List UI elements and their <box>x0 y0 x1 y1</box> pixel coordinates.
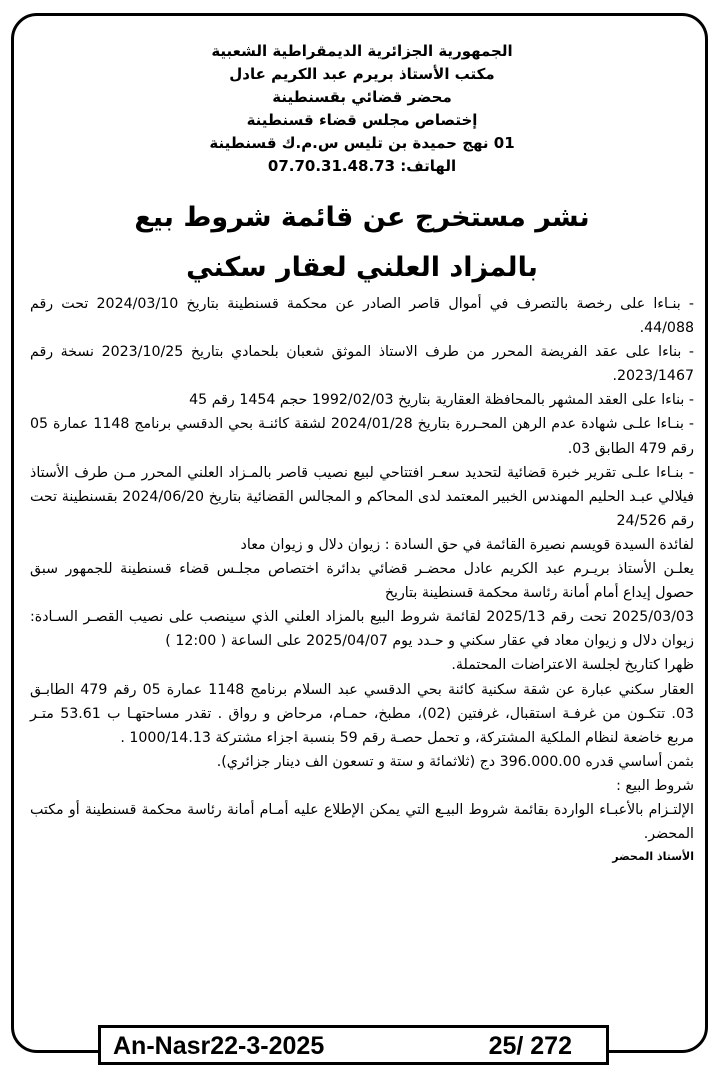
announcement <box>30 40 694 863</box>
phone-number: 07.70.31.48.73 <box>267 157 396 175</box>
paragraph-sale-conditions: الإلتـزام بالأعبـاء الواردة بقائمة شروط البيـع التي يمكن الإطلاع عليه أمـام أمانة رئاسة محكمة قسنطينة أو مكتب المحضر. <box>30 801 694 843</box>
paragraph-no-mortgage-certificate: - بنـاءا علـى شهادة عدم الرهن المحـررة بتاريخ 2024/01/28 لشقة كائنـة بحي الدقسي برنامج 1148 عمارة 05 رقم 479 الطابق 03. <box>30 416 694 457</box>
header-phone <box>30 155 694 178</box>
header-jurisdiction: إختصاص مجلس قضاء قسنطينة <box>246 111 478 129</box>
header-profession: محضر قضائي بقسنطينة <box>272 88 452 106</box>
paragraph-base-price: بثمن أساسي قدره 396.000.00 دج (ثلاثمائة و ستة و تسعون الف دينار جزائري). <box>216 753 694 770</box>
signature: الأستاذ المحضر <box>612 850 694 864</box>
paragraph-objections: ظهرا كتاريخ لجلسة الاعتراضات المحتملة. <box>451 657 694 674</box>
page-reference: 25/ 272 <box>488 1032 572 1060</box>
paragraph-property-description: العقار سكني عبارة عن شقة سكنية كائنة بحي الدقسي عبد السلام برنامج 1148 عمارة 05 رقم 479 الطابـق 03. تتكـون من غرفـة استقبال، غرفتين (02)، مطبخ، حمـام، مرحاض و رواق . تقدر مساحتهـا ب 53.61 متـر مربع خاضعة لنظام الملكية المشتركة، و تحمل حصـة رقم 59 بنسبة اجزاء مشتركة 1000/14.13 . <box>30 681 694 746</box>
title-line-2: بالمزاد العلني لعقار سكني <box>186 252 538 283</box>
paragraph-beneficiary: لفائدة السيدة قويسم نصيرة القائمة في حق السادة : زيوان دلال و زيوان معاد <box>240 536 694 553</box>
title-line-1: نشر مستخرج عن قائمة شروط بيع <box>134 202 590 233</box>
paragraph-registered-deed: - بناءا على العقد المشهر بالمحافظة العقارية بتاريخ 1992/02/03 حجم 1454 رقم 45 <box>189 392 694 409</box>
letterhead <box>30 40 694 178</box>
paragraph-sale-authorization: - بنـاءا على رخصة بالتصرف في أموال قاصر الصادر عن محكمة قسنطينة بتاريخ 2024/03/10 تحت رقم 44/088. <box>30 296 694 337</box>
header-address: 01 نهج حميدة بن تليس س.م.ك قسنطينة <box>209 134 515 152</box>
paragraph-inheritance-deed: - بناءا على عقد الفريضة المحرر من طرف الاستاذ الموثق شعبان بلحمادي بتاريخ 2023/10/25 نسخة رقم 2023/1467. <box>30 344 694 385</box>
paragraph-auction-date: 2025/03/03 تحت رقم 2025/13 لقائمة شروط البيع بالمزاد العلني الذي سينصب على نصيب القصـر السـادة: زيوان دلال و زيوان معاد في عقار سكني و حـدد يوم 2025/04/07 على الساعة ( 12:00 ) <box>30 609 694 650</box>
paragraph-sale-conditions-heading: شروط البيع : <box>616 777 694 794</box>
announcement-body <box>30 292 694 846</box>
phone-label: الهاتف: <box>400 157 457 175</box>
header-office: مكتب الأستاذ بريرم عبد الكريم عادل <box>229 65 495 83</box>
paragraph-expert-report: - بنـاءا علـى تقرير خبرة قضائية لتحديد سعـر افتتاحي لبيع نصيب قاصر بالمـزاد العلني المحرر مـن طرف الأستاذ فيلالي عبـد الحليم المهندس الخبير المعتمد لدى المحاكم و المجالس القضائية بتاريخ 2024/06/20 بقسنطينة تحت رقم 24/526 <box>30 464 694 529</box>
publication-footer <box>98 1025 609 1065</box>
paragraph-announcement: يعلـن الأستاذ بريـرم عبد الكريم عادل محضـر قضائي بدائرة اختصاص مجلـس قضاء قسنطينة للجمهور سبق حصول إيداع أمام أمانة رئاسة محكمة قسنطينة بتاريخ <box>30 561 694 602</box>
header-country: الجمهورية الجزائرية الديمقراطية الشعبية <box>211 42 513 60</box>
publication-name-date: An-Nasr22-3-2025 <box>113 1032 325 1060</box>
